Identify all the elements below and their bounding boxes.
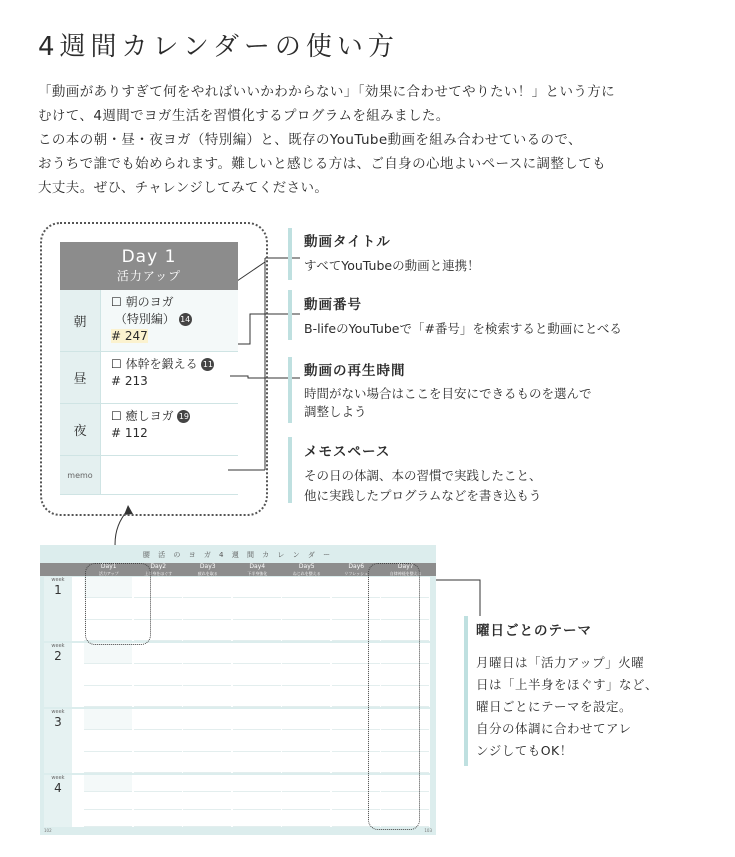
day-label: Day 1 (121, 247, 177, 267)
row-label: memo (60, 456, 100, 494)
week-label: week (51, 643, 65, 649)
calendar-cell (183, 598, 231, 619)
checkbox-icon: ☐ (111, 409, 122, 423)
calendar-cell (282, 620, 330, 641)
calendar-cell (233, 686, 281, 707)
callout-text (476, 652, 658, 762)
video-number: # 112 (111, 426, 148, 440)
calendar-cell (233, 709, 281, 730)
day-card-header (60, 242, 238, 290)
calendar-day-label: Day6 (348, 563, 365, 570)
calendar-cell (84, 810, 132, 827)
calendar-day-theme: 下半身強化 (247, 570, 268, 576)
intro-line: 大丈夫。ぜひ、チャレンジしてみてください。 (38, 180, 329, 196)
video-number: # 247 (111, 329, 148, 343)
calendar-cell (282, 577, 330, 598)
calendar-title: 腰 活 の ヨ ガ 4 週 間 カ レ ン ダ ー (142, 551, 334, 559)
memo-space (100, 456, 238, 494)
calendar-cell (84, 775, 132, 792)
calendar-day-label: Day4 (249, 563, 266, 570)
calendar-day-theme: 疲れを取る (197, 570, 218, 576)
calendar-day-theme: 活力アップ (98, 570, 119, 576)
day-theme: 活力アップ (116, 269, 182, 283)
calendar-day-header (183, 564, 233, 577)
calendar-cell (282, 598, 330, 619)
callout-line: ンジしてもOK！ (476, 743, 573, 758)
calendar-cell (233, 775, 281, 792)
callout-text: 他に実践したプログラムなどを書き込もう (304, 488, 542, 503)
callout-text: 調整しよう (304, 404, 367, 419)
calendar-cell (282, 752, 330, 773)
calendar-cell (84, 686, 132, 707)
page-title: 4週間カレンダーの使い方 (38, 32, 399, 62)
callout-bar (288, 437, 292, 503)
calendar-cell (134, 664, 182, 685)
calendar-cell (183, 775, 231, 792)
calendar-day-header (233, 564, 283, 577)
calendar-cell (84, 752, 132, 773)
calendar-day-theme: 自律神経を整える (389, 570, 422, 576)
callout-bar (464, 616, 468, 766)
callout-title: 動画番号 (304, 297, 362, 313)
calendar-cell (183, 792, 231, 809)
intro-line: むけて、4週間でヨガ生活を習慣化するプログラムを組みました。 (38, 108, 450, 124)
calendar-cell (183, 686, 231, 707)
calendar-day-header (282, 564, 332, 577)
callout-title: メモスペース (304, 444, 391, 460)
calendar-cell (233, 643, 281, 664)
calendar-day-label: Day1 (100, 563, 117, 570)
calendar-day-theme: 上半身をほぐす (144, 570, 173, 576)
memo-row (60, 456, 238, 495)
calendar-cell (233, 730, 281, 751)
week-number: 3 (54, 715, 62, 729)
row-label: 昼 (60, 352, 100, 403)
week-label: week (51, 775, 65, 781)
video-title: 癒しヨガ (125, 409, 174, 423)
intro-line: この本の朝・昼・夜ヨガ（特別編）と、既存のYouTube動画を組み合わせているので、 (38, 132, 582, 148)
callout-bar (288, 228, 292, 280)
noon-row (60, 352, 238, 404)
calendar-cell (282, 686, 330, 707)
calendar-day-theme: リフレッシュ (344, 570, 369, 576)
callout-title: 曜日ごとのテーマ (476, 623, 592, 639)
duration-badge: 11 (202, 360, 214, 369)
intro-line: おうちで誰でも始められます。難しいと感じる方は、ご自身の心地よいペースに調整しても (38, 156, 607, 172)
checkbox-icon: ☐ (111, 357, 122, 371)
callout-bar (288, 357, 292, 423)
calendar-cell (233, 577, 281, 598)
callout-text: B-lifeのYouTubeで「#番号」を検索すると動画にとべる (304, 321, 622, 336)
calendar-cell (183, 643, 231, 664)
video-subtitle: （特別編） (114, 312, 175, 326)
calendar-cell (84, 792, 132, 809)
night-row (60, 404, 238, 456)
calendar-cell (233, 598, 281, 619)
calendar-cell (282, 709, 330, 730)
callout-line: 自分の体調に合わせてアレ (476, 721, 632, 736)
calendar-day-theme: ねじれを整える (292, 570, 321, 576)
callout-title: 動画の再生時間 (304, 363, 406, 379)
calendar-cell (183, 752, 231, 773)
calendar-cell (183, 810, 231, 827)
calendar-cell (84, 709, 132, 730)
calendar-cell (282, 775, 330, 792)
callout-line: 日は「上半身をほぐす」など、 (476, 677, 659, 692)
calendar-cell (134, 686, 182, 707)
intro-line: 「動画がありすぎて何をやればいいかわからない」「効果に合わせてやりたい！」という方に (38, 84, 616, 100)
callout-bar (288, 290, 292, 340)
video-number: # 213 (111, 374, 148, 388)
calendar-cell (282, 643, 330, 664)
calendar-cell (134, 810, 182, 827)
callout-line: 曜日ごとにテーマを設定。 (476, 699, 633, 714)
calendar-cell (233, 810, 281, 827)
week-number: 4 (54, 781, 62, 795)
calendar-cell (282, 810, 330, 827)
calendar-cell (282, 730, 330, 751)
calendar-cell (134, 643, 182, 664)
calendar-cell (84, 730, 132, 751)
calendar-day-label: Day5 (298, 563, 315, 570)
calendar-day-label: Day7 (397, 563, 414, 570)
calendar-cell (134, 709, 182, 730)
page-number-left: 102 (44, 828, 52, 833)
calendar-day-label: Day2 (150, 563, 167, 570)
calendar-cell (183, 730, 231, 751)
week-number: 1 (54, 583, 62, 597)
video-title: 朝のヨガ (125, 295, 174, 309)
page-number-right: 103 (424, 828, 432, 833)
calendar-cell (134, 730, 182, 751)
calendar-cell (233, 752, 281, 773)
calendar-cell (183, 709, 231, 730)
day-card-example (60, 242, 238, 495)
calendar-cell (233, 620, 281, 641)
calendar-cell (233, 792, 281, 809)
week-label: week (51, 577, 65, 583)
callout-text: 時間がない場合はここを目安にできるものを選んで (304, 386, 592, 401)
calendar-highlight-day1 (85, 563, 151, 645)
calendar-cell (282, 792, 330, 809)
callout-line: 月曜日は「活力アップ」火曜 (476, 655, 645, 670)
calendar-cell (134, 775, 182, 792)
callout-text: すべてYouTubeの動画と連携！ (304, 258, 480, 273)
week-label: week (51, 709, 65, 715)
calendar-cell (282, 664, 330, 685)
calendar-cell (183, 577, 231, 598)
row-label: 朝 (60, 290, 100, 351)
calendar-cell (233, 664, 281, 685)
calendar-cell (134, 792, 182, 809)
checkbox-icon: ☐ (111, 295, 122, 309)
calendar-cell (134, 752, 182, 773)
callout-text: その日の体調、本の習慣で実践したこと、 (304, 468, 542, 483)
calendar-cell (183, 620, 231, 641)
morning-row (60, 290, 238, 352)
calendar-cell (84, 643, 132, 664)
row-label: 夜 (60, 404, 100, 455)
duration-badge: 14 (180, 315, 191, 324)
callout-title: 動画タイトル (304, 234, 391, 250)
calendar-highlight-day7 (368, 563, 420, 830)
duration-badge: 19 (178, 412, 190, 421)
calendar-cell (183, 664, 231, 685)
video-title: 体幹を鍛える (125, 357, 198, 371)
week-number: 2 (54, 649, 62, 663)
calendar-cell (84, 664, 132, 685)
calendar-day-label: Day3 (199, 563, 216, 570)
